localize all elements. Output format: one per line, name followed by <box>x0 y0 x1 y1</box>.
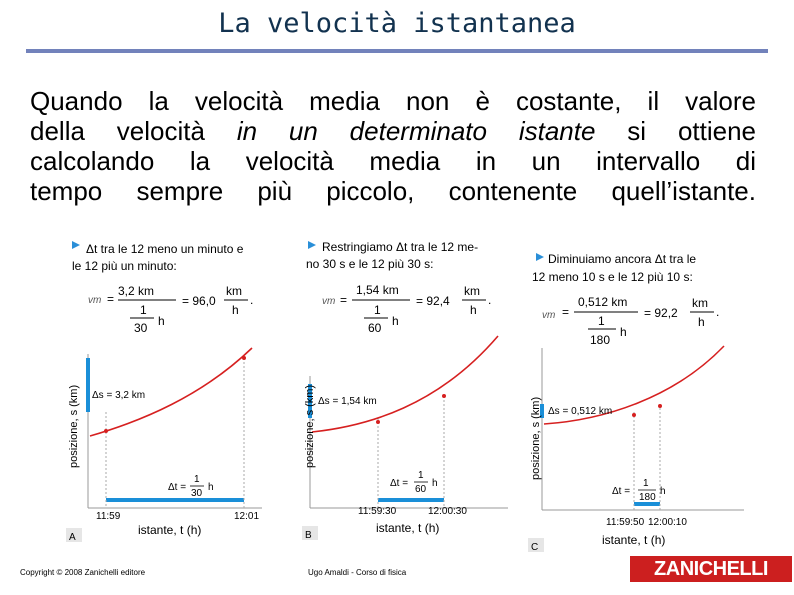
intro-paragraph <box>30 86 756 206</box>
curve-point-end <box>442 394 446 398</box>
panel-caption-line-1: Restringiamo Δt tra le 12 me- <box>322 240 479 254</box>
formula-period: . <box>488 293 492 307</box>
paragraph-line-3: calcolando la velocità media in un intervallo di <box>30 146 756 176</box>
delta-s-label: Δs = 3,2 km <box>92 390 146 401</box>
x-axis-label: istante, t (h) <box>376 521 440 535</box>
tick-end: 12:00:10 <box>648 517 687 528</box>
formula-result: = 92,4 <box>416 294 450 308</box>
delta-s-label: Δs = 1,54 km <box>318 396 377 407</box>
delta-t-label: Δt = <box>390 478 409 489</box>
figure-panel-a <box>62 236 284 546</box>
position-curve <box>312 336 498 432</box>
formula-result: = 96,0 <box>182 294 216 308</box>
delta-t-unit: h <box>208 482 214 493</box>
formula-equals: = <box>562 305 570 319</box>
formula-equals: = <box>340 293 348 307</box>
delta-t-num: 1 <box>194 474 200 485</box>
formula-equals: = <box>107 292 115 306</box>
formula-den-unit: h <box>620 325 627 339</box>
delta-t-num: 1 <box>418 470 424 481</box>
delta-t-unit: h <box>660 486 666 497</box>
caption-arrow-icon <box>72 241 80 249</box>
paragraph-line-2 <box>30 116 756 146</box>
paragraph-italic-phrase: in un determinato istante <box>236 116 596 146</box>
panel-caption-line-2: 12 meno 10 s e le 12 più 10 s: <box>532 270 693 284</box>
formula-numerator: 1,54 km <box>356 283 399 297</box>
delta-t-unit: h <box>432 478 438 489</box>
panel-letter: A <box>69 532 76 543</box>
panel-letter: B <box>305 530 312 541</box>
publisher-logo: ZANICHELLI <box>630 556 792 582</box>
paragraph-line-2-start: della velocità <box>30 116 237 146</box>
formula-period: . <box>250 293 254 307</box>
panel-caption-line-2: no 30 s e le 12 più 30 s: <box>306 257 434 271</box>
figure-panel-c <box>524 248 756 554</box>
y-axis-label: posizione, s (km) <box>530 396 542 480</box>
formula-vm: vm <box>322 296 336 307</box>
curve-point-end <box>242 356 246 360</box>
formula-unit-top: km <box>692 296 708 310</box>
formula-period: . <box>716 305 720 319</box>
formula-unit-bottom: h <box>232 303 239 317</box>
formula-den-bottom: 60 <box>368 321 382 335</box>
panel-caption-line-1: Diminuiamo ancora Δt tra le <box>548 252 697 266</box>
x-axis-label: istante, t (h) <box>602 533 666 547</box>
panel-caption-line-2: le 12 più un minuto: <box>72 259 177 273</box>
title-underline <box>26 49 768 53</box>
y-axis-label: posizione, s (km) <box>304 384 316 468</box>
formula-den-bottom: 30 <box>134 321 148 335</box>
formula-den-top: 1 <box>140 303 147 317</box>
curve-point-start <box>104 429 108 433</box>
caption-arrow-icon <box>308 241 316 249</box>
formula-numerator: 0,512 km <box>578 295 628 309</box>
delta-t-den: 60 <box>415 484 427 495</box>
tick-start: 11:59:30 <box>358 506 397 517</box>
curve-point-start <box>632 413 636 417</box>
delta-t-label: Δt = <box>168 482 187 493</box>
delta-t-label: Δt = <box>612 486 631 497</box>
panel-caption-line-1: Δt tra le 12 meno un minuto e <box>86 242 244 256</box>
paragraph-line-1: Quando la velocità media non è costante, il valore <box>30 86 756 116</box>
curve-point-end <box>658 404 662 408</box>
formula-vm: vm <box>542 310 556 321</box>
panel-letter: C <box>531 542 539 553</box>
caption-arrow-icon <box>536 253 544 261</box>
curve-point-start <box>376 420 380 424</box>
x-axis-label: istante, t (h) <box>138 523 202 537</box>
formula-den-unit: h <box>392 314 399 328</box>
formula-den-top: 1 <box>374 303 381 317</box>
paragraph-line-2-end: si ottiene <box>595 116 757 146</box>
figure-panel-b <box>298 236 520 546</box>
graph-background <box>88 336 258 506</box>
formula-den-unit: h <box>158 314 165 328</box>
formula-den-bottom: 180 <box>590 333 611 347</box>
formula-numerator: 3,2 km <box>118 284 155 298</box>
delta-t-num: 1 <box>643 478 649 489</box>
footer-copyright: Copyright © 2008 Zanichelli editore <box>20 568 146 577</box>
formula-unit-top: km <box>226 284 242 298</box>
footer-course: Ugo Amaldi - Corso di fisica <box>308 568 407 577</box>
paragraph-line-4: tempo sempre più piccolo, contenente quell’istante. <box>30 176 756 206</box>
delta-t-den: 30 <box>191 488 203 499</box>
formula-result: = 92,2 <box>644 306 678 320</box>
formula-unit-bottom: h <box>470 303 477 317</box>
tick-start: 11:59:50 <box>606 517 645 528</box>
slide-title: La velocità istantanea <box>218 8 576 39</box>
tick-end: 12:01 <box>234 511 260 522</box>
tick-end: 12:00:30 <box>428 506 467 517</box>
y-axis-label: posizione, s (km) <box>68 384 80 468</box>
formula-unit-top: km <box>464 284 480 298</box>
delta-s-label: Δs = 0,512 km <box>548 406 613 417</box>
formula-unit-bottom: h <box>698 315 705 329</box>
formula-den-top: 1 <box>598 314 605 328</box>
tick-start: 11:59 <box>96 511 121 522</box>
formula-vm: vm <box>88 295 102 306</box>
delta-t-den: 180 <box>639 492 656 503</box>
